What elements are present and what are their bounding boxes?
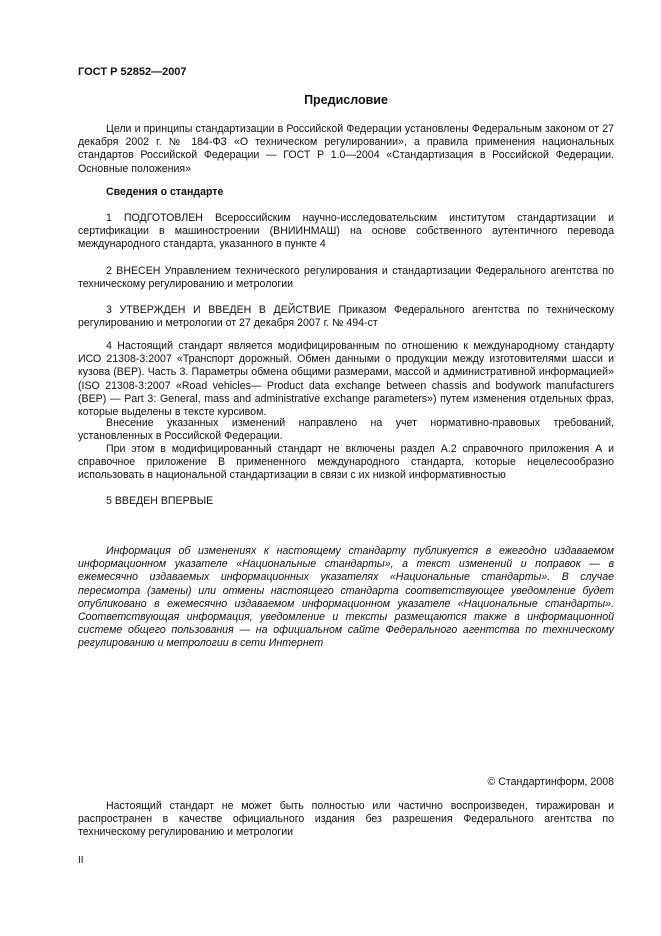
item-5-first-introduced: 5 ВВЕДЕН ВПЕРВЫЕ — [106, 495, 214, 507]
intro-paragraph: Цели и принципы стандартизации в Российской Федерации установлены Федеральным законом от 27 декабря 2002 г. № 184-ФЗ «О техническом регулировании», а правила применения национальных стандартов Российской Федерации — ГОСТ Р 1.0—2004 «Стандартизация в Российской Федерации. Основные положения» — [78, 123, 614, 175]
item-2-introduced: 2 ВНЕСЕН Управлением технического регулирования и стандартизации Федерального агентства по техническому регулированию и метрологии — [78, 265, 614, 291]
item-4-changes-note: Внесение указанных изменений направлено на учет нормативно-правовых требований, установленных в Российской Федерации. — [78, 417, 614, 443]
item-4-modification: 4 Настоящий стандарт является модифицированным по отношению к международному стандарту ИСО 21308-3:2007 «Транспорт дорожный. Обмен данными о продукции между изготовителями шасси и кузова (BEP). Часть 3. Параметры обмена общими размерами, массой и административной информацией» (ISO 21308-3:2007 «Road vehicles— Product data exchange between chassis and bodywork manufacturers (BEP) — Part 3: General, mass and administrative exchange parameters») путем изменения отдельных фраз, которые выделены в тексте курсивом. — [78, 340, 614, 419]
copyright-line: © Стандартинформ, 2008 — [487, 776, 614, 788]
item-3-approved: 3 УТВЕРЖДЕН И ВВЕДЕН В ДЕЙСТВИЕ Приказом Федерального агентства по техническому регулированию и метрологии от 27 декабря 2007 г. № 494-ст — [78, 304, 614, 330]
document-id: ГОСТ Р 52852—2007 — [78, 66, 187, 78]
changes-notice: Информация об изменениях к настоящему стандарту публикуется в ежегодно издаваемом информационном указателе «Национальные стандарты», а текст изменений и поправок — в ежемесячно издаваемых информационных указателях «Национальные стандарты». В случае пересмотра (замены) или отмены настоящего стандарта соответствующее уведомление будет опубликовано в ежемесячно издаваемом информационном указателе «Национальные стандарты». Соответствующая информация, уведомление и тексты размещаются также в информационной системе общего пользования — на официальном сайте Федерального агентства по техническому регулированию и метрологии в сети Интернет — [78, 545, 614, 650]
reproduction-notice: Настоящий стандарт не может быть полностью или частично воспроизведен, тиражирован и распространен в качестве официального издания без разрешения Федерального агентства по техническому регулированию и метрологии — [78, 800, 614, 839]
item-4-exclusions: При этом в модифицированный стандарт не включены раздел А.2 справочного приложения А и справочное приложение В примененного международного стандарта, которые нецелесообразно использовать в национальной стандартизации в связи с их низкой информативностью — [78, 443, 614, 482]
page-number: II — [78, 855, 84, 866]
info-heading: Сведения о стандарте — [106, 186, 224, 198]
item-1-prepared: 1 ПОДГОТОВЛЕН Всероссийским научно-исследовательским институтом стандартизации и сертификации в машиностроении (ВНИИНМАШ) на основе собственного аутентичного перевода международного стандарта, указанного в пункте 4 — [78, 212, 614, 251]
page-title: Предисловие — [304, 93, 388, 107]
